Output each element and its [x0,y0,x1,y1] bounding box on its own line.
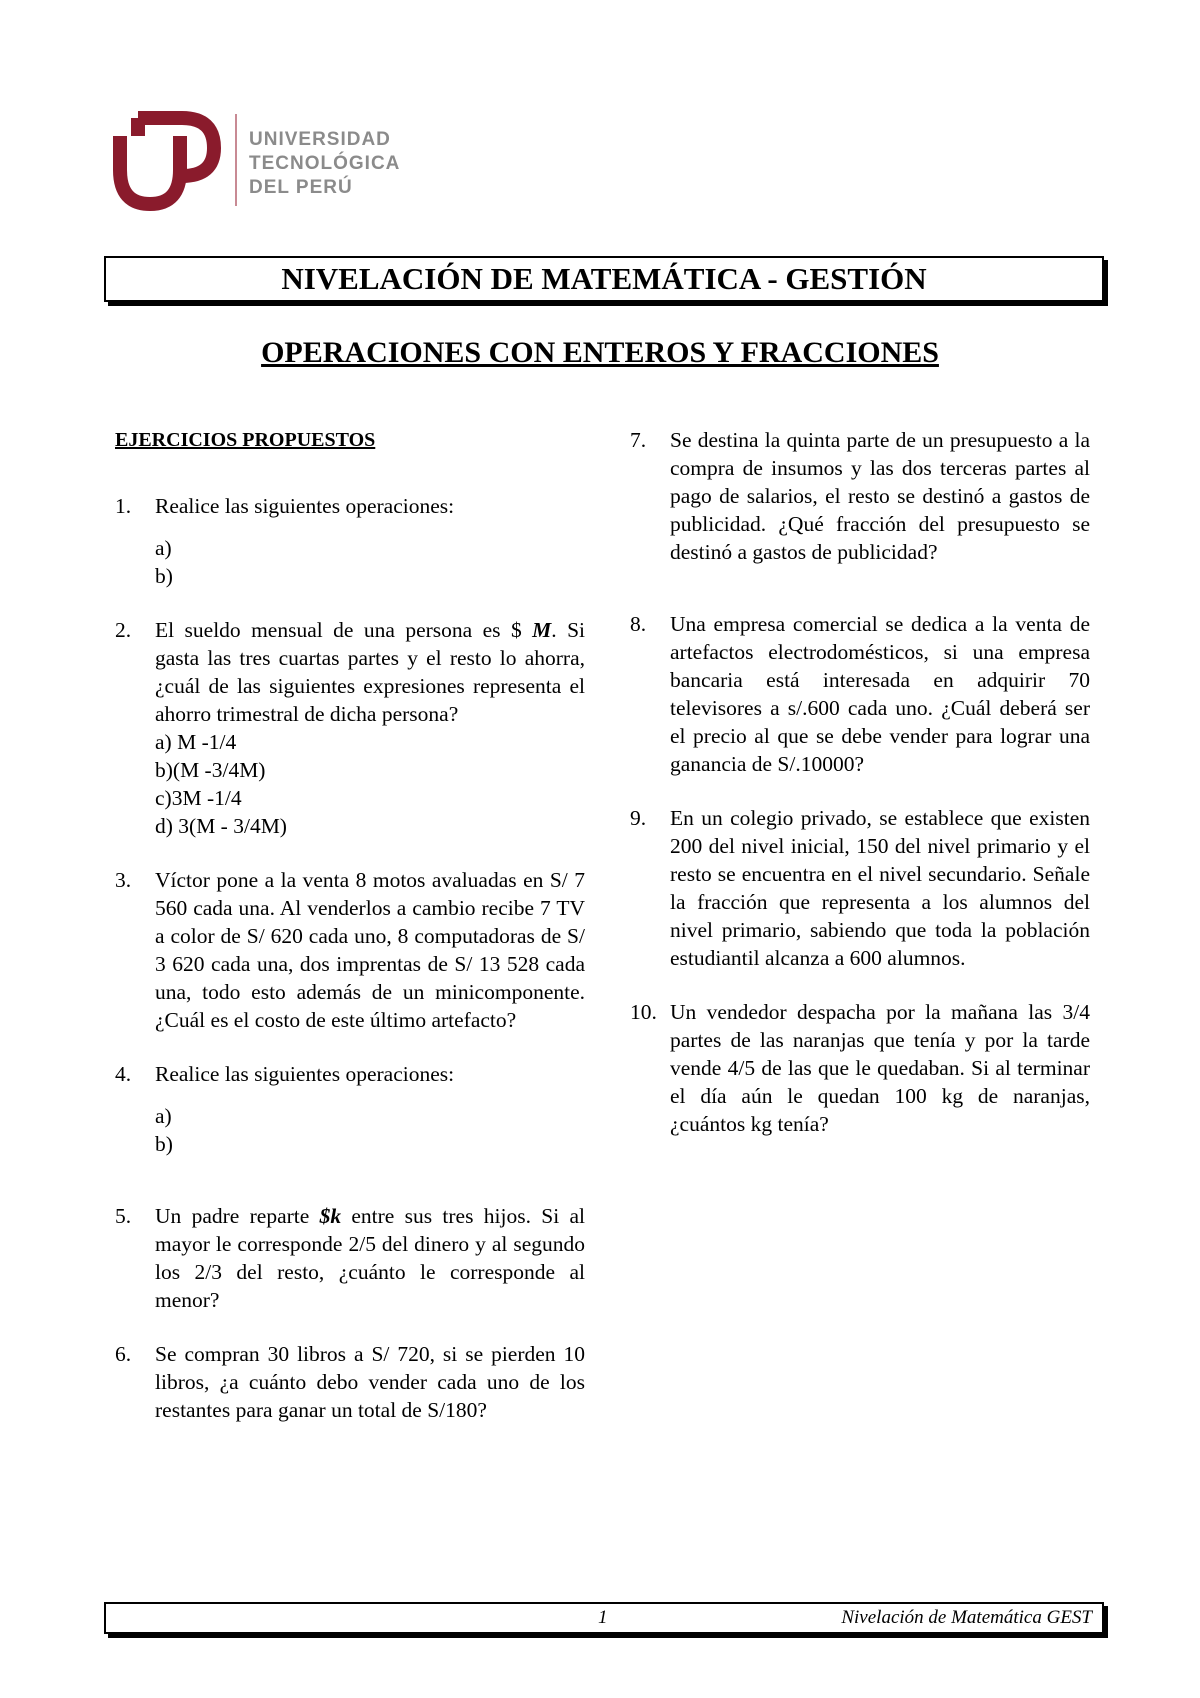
exercise-options [155,534,585,590]
exercise-10 [630,998,1090,1138]
exercise-number: 10. [630,1000,657,1024]
exercise-6 [115,1340,585,1424]
exercise-text: Un padre reparte $k entre sus tres hijos. Si al mayor le corresponde 2/5 del dinero y al segundo los 2/3 del resto, ¿cuánto le corresponde al menor? [155,1204,585,1312]
exercise-9 [630,804,1090,972]
logo-u-mark [120,136,180,204]
document-subtitle: OPERACIONES CON ENTEROS Y FRACCIONES [261,336,939,369]
exercise-4 [115,1060,585,1158]
left-column [115,426,585,1450]
logo-line-2: TECNOLÓGICA [249,153,401,174]
logo-wordmark [249,128,400,200]
exercise-number: 9. [630,806,647,830]
right-column [630,426,1090,1164]
exercise-text: Realice las siguientes operaciones: [155,494,455,518]
section-title: EJERCICIOS PROPUESTOS [115,429,376,451]
exercise-3 [115,866,585,1034]
exercise-8 [630,610,1090,778]
exercise-2 [115,616,585,840]
exercise-text: Se compran 30 libros a S/ 720, si se pierden 10 libros, ¿a cuánto debo vender cada uno de los restantes para ganar un total de S/180? [155,1342,585,1422]
exercise-text: Se destina la quinta parte de un presupuesto a la compra de insumos y las dos terceras partes al pago de salarios, el resto se destinó a gastos de publicidad. ¿Qué fracción del presupuesto se destinó a gastos de publicidad? [670,428,1090,564]
variable: M [532,618,552,642]
variable: $k [319,1204,342,1228]
option: b)(M -3/4M) [155,758,266,782]
exercise-text: Realice las siguientes operaciones: [155,1062,455,1086]
exercise-number: 3. [115,868,132,892]
option: a) [155,536,172,560]
document-title: NIVELACIÓN DE MATEMÁTICA - GESTIÓN [281,261,927,296]
exercise-number: 7. [630,428,647,452]
page-footer [104,1602,1104,1634]
exercise-number: 8. [630,612,647,636]
page-number: 1 [598,1607,608,1628]
option: a) M -1/4 [155,730,237,754]
exercise-text: Víctor pone a la venta 8 motos avaluadas en S/ 7 560 cada una. Al venderlos a cambio recibe 7 TV a color de S/ 620 cada uno, 8 computadoras de S/ 3 620 cada una, dos imprentas de S/ 13 528 cada una, todo esto además de un minicomponente. ¿Cuál es el costo de este último artefacto? [155,868,585,1032]
exercise-5 [115,1202,585,1314]
option: a) [155,1104,172,1128]
exercise-text: Un vendedor despacha por la mañana las 3/4 partes de las naranjas que tenía y por la tarde vende 4/5 de las que le quedaban. Si al terminar el día aún le quedan 100 kg de naranjas, ¿cuántos kg tenía? [670,1000,1090,1136]
exercise-number: 2. [115,618,132,642]
exercise-options [155,1102,585,1158]
exercise-1 [115,492,585,590]
logo-line-1: UNIVERSIDAD [249,129,391,150]
exercise-number: 6. [115,1342,132,1366]
option: d) 3(M - 3/4M) [155,814,287,838]
exercise-text: En un colegio privado, se establece que existen 200 del nivel inicial, 150 del nivel primario y el resto se encuentra en el nivel secundario. Señale la fracción que representa a los alumnos del nivel primario, sabiendo que toda la población estudiantil alcanza a 600 alumnos. [670,806,1090,970]
exercise-number: 4. [115,1062,132,1086]
logo-line-3: DEL PERÚ [249,177,353,198]
exercise-number: 5. [115,1204,132,1228]
document-title-box [104,256,1104,302]
exercise-text: El sueldo mensual de una persona es $ M. Si gasta las tres cuartas partes y el resto lo ahorra, ¿cuál de las siguientes expresiones representa el ahorro trimestral de dicha persona? [155,618,585,726]
footer-label: Nivelación de Matemática GEST [841,1607,1092,1628]
option: b) [155,564,173,588]
option: b) [155,1132,173,1156]
exercise-text: Una empresa comercial se dedica a la venta de artefactos electrodomésticos, si una empresa bancaria está interesada en adquirir 70 televisores a s/.600 cada uno. ¿Cuál deberá ser el precio al que se debe vender para lograr una ganancia de S/.10000? [670,612,1090,776]
exercise-7 [630,426,1090,566]
option: c)3M -1/4 [155,786,242,810]
exercise-number: 1. [115,494,132,518]
